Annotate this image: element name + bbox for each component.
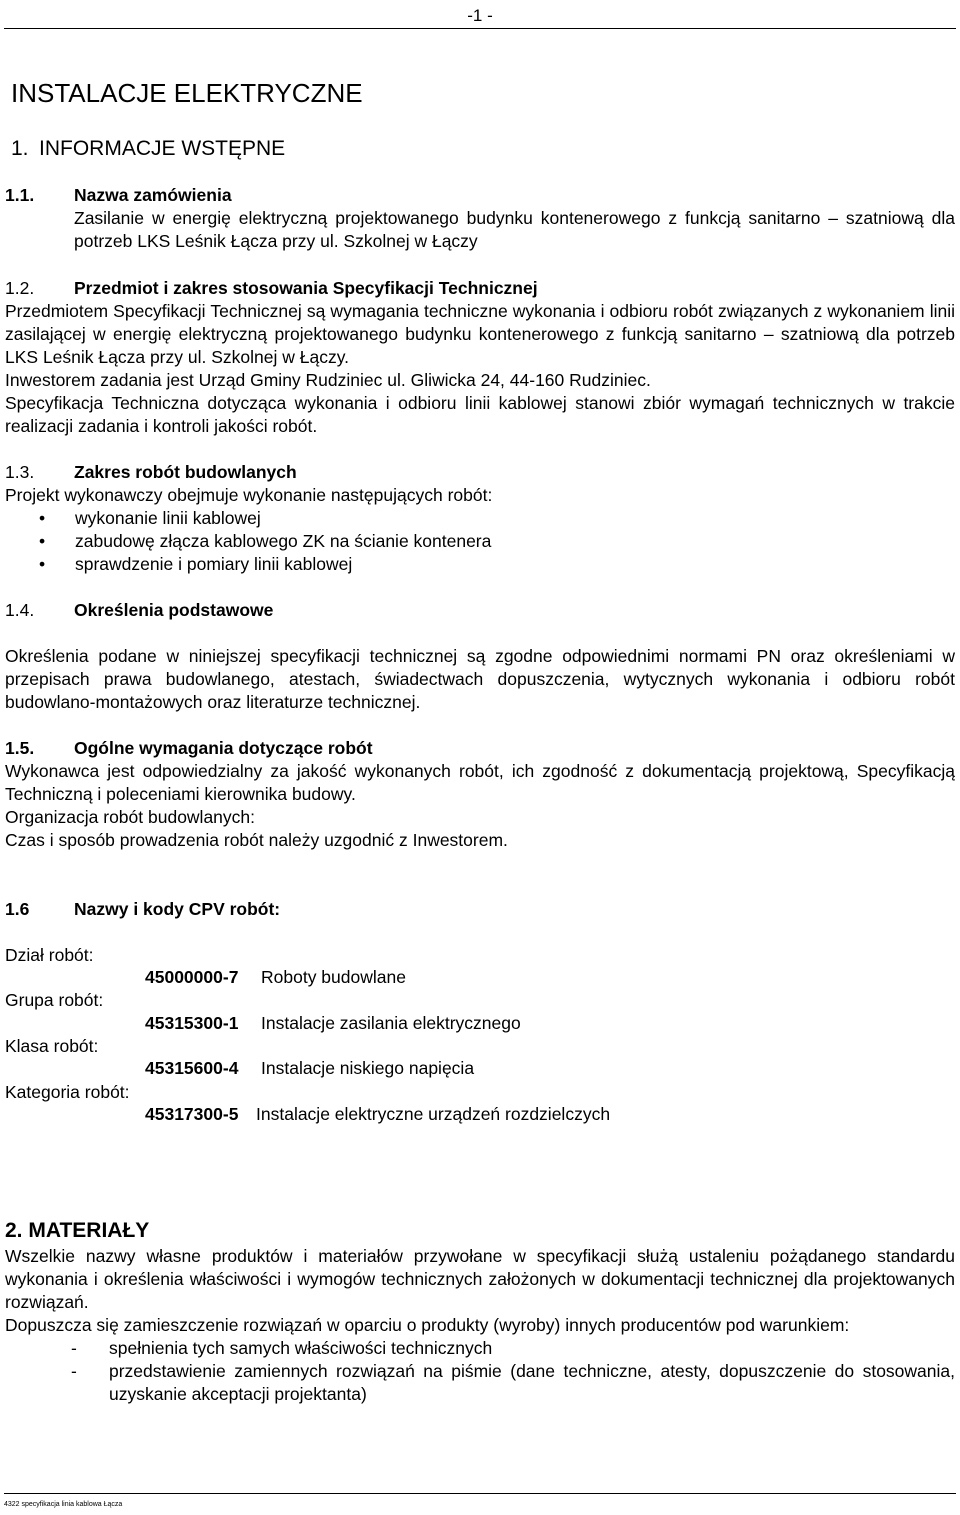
list-item: • sprawdzenie i pomiary linii kablowej: [5, 553, 955, 576]
section-1-5-title: Ogólne wymagania dotyczące robót: [74, 738, 373, 758]
section-1-4-text: Określenia podane w niniejszej specyfikacji technicznej są zgodne odpowiednimi normami PN oraz określeniami w przepisach prawa budowlanego, atestach, świadectwach dopuszczenia, wytycznych wykonania i odbioru robót budowlano-montażowych oraz literaturze technicznej.: [5, 646, 955, 712]
section-1-number: 1.: [11, 137, 29, 160]
section-1-2-scope: Specyfikacja Techniczna dotycząca wykonania i odbioru linii kablowej stanowi zbiór wymagań technicznych w trakcie realizacji zadania i kontroli jakości robót.: [5, 393, 955, 436]
section-2-heading: 2. MATERIAŁY: [5, 1219, 150, 1242]
section-1-3-list: [5, 507, 955, 576]
section-1-6-title: Nazwy i kody CPV robót:: [74, 899, 281, 919]
section-1-1: [5, 184, 955, 253]
section-1-3-title: Zakres robót budowlanych: [74, 462, 297, 482]
section-1-5: [5, 737, 955, 852]
cpv-code: 45317300-5: [145, 1104, 239, 1124]
section-1-6: [5, 898, 955, 921]
section-1-4-heading-block: [5, 599, 955, 622]
section-1-2-number: 1.2.: [5, 278, 35, 298]
section-1-5-organization: Organizacja robót budowlanych:: [5, 807, 256, 827]
section-2: [5, 1245, 955, 1406]
section-1-2-investor: Inwestorem zadania jest Urząd Gminy Rudziniec ul. Gliwicka 24, 44-160 Rudziniec.: [5, 370, 651, 390]
cpv-code: 45315600-4: [145, 1058, 239, 1078]
cpv-name: Instalacje elektryczne urządzeń rozdzielczych: [256, 1104, 611, 1124]
section-1-1-title: Nazwa zamówienia: [74, 185, 232, 205]
cpv-label-division: Dział robót:: [5, 945, 94, 965]
section-1-5-schedule: Czas i sposób prowadzenia robót należy uzgodnić z Inwestorem.: [5, 830, 508, 850]
cpv-row-division: [145, 966, 406, 989]
section-1-6-number: 1.6: [5, 899, 30, 919]
list-item: • wykonanie linii kablowej: [5, 507, 955, 530]
section-1-5-heading: [5, 737, 955, 760]
header-rule: [4, 28, 956, 29]
footer-rule: [4, 1493, 956, 1494]
cpv-row-class: [145, 1057, 474, 1080]
section-1-1-number: 1.1.: [5, 185, 35, 205]
list-item: - przedstawienie zamiennych rozwiązań na piśmie (dane techniczne, atesty, dopuszczenie do stosowania, uzyskanie akceptacji projektanta): [5, 1360, 955, 1406]
section-1-5-paragraph: Wykonawca jest odpowiedzialny za jakość wykonanych robót, ich zgodność z dokumentacją projektową, Specyfikacją Techniczną i poleceniami kierownika budowy.: [5, 761, 955, 804]
cpv-label-class: Klasa robót:: [5, 1036, 99, 1056]
section-1-2-heading: [5, 277, 955, 300]
section-1-3-number: 1.3.: [5, 462, 35, 482]
cpv-label-category: Kategoria robót:: [5, 1082, 130, 1102]
section-1-3-heading: [5, 461, 955, 484]
list-item: • zabudowę złącza kablowego ZK na ścianie kontenera: [5, 530, 955, 553]
section-1-2: [5, 277, 955, 438]
section-1-4-number: 1.4.: [5, 600, 35, 620]
section-2-conditions: Dopuszcza się zamieszczenie rozwiązań w oparciu o produkty (wyroby) innych producentów pod warunkiem:: [5, 1315, 850, 1335]
cpv-row-group: [145, 1012, 521, 1035]
section-1-1-heading: [5, 184, 955, 207]
cpv-row-category: [145, 1103, 610, 1126]
cpv-name: Instalacje zasilania elektrycznego: [261, 1013, 521, 1033]
cpv-label-group: Grupa robót:: [5, 990, 104, 1010]
section-1-title: INFORMACJE WSTĘPNE: [39, 137, 286, 160]
page-number: -1 -: [467, 6, 493, 25]
section-1-heading: [11, 136, 285, 162]
cpv-code: 45315300-1: [145, 1013, 239, 1033]
document-title: INSTALACJE ELEKTRYCZNE: [11, 78, 363, 108]
section-2-paragraph: Wszelkie nazwy własne produktów i materiałów przywołane w specyfikacji służą ustaleniu pożądanego standardu wykonania i określenia właściwości i wymogów technicznych założonych w dokumentacji technicznej dla projektowanych rozwiązań.: [5, 1246, 955, 1312]
list-item: - spełnienia tych samych właściwości technicznych: [5, 1337, 955, 1360]
section-1-4-heading: [5, 599, 955, 622]
section-2-list: [5, 1337, 955, 1406]
section-1-3: [5, 461, 955, 576]
cpv-name: Instalacje niskiego napięcia: [261, 1058, 475, 1078]
footer-text: 4322 specyfikacja linia kablowa Łącza: [4, 1501, 123, 1508]
section-1-4-title: Określenia podstawowe: [74, 600, 274, 620]
section-1-6-heading: [5, 898, 955, 921]
section-1-1-text: Zasilanie w energię elektryczną projektowanego budynku kontenerowego z funkcją sanitarno – szatniową dla potrzeb LKS Leśnik Łącza przy ul. Szkolnej w Łączy: [74, 208, 955, 251]
section-1-4: [5, 645, 955, 714]
section-1-2-title: Przedmiot i zakres stosowania Specyfikacji Technicznej: [74, 278, 538, 298]
section-1-3-intro: Projekt wykonawczy obejmuje wykonanie następujących robót:: [5, 485, 493, 505]
section-1-2-paragraph: Przedmiotem Specyfikacji Technicznej są wymagania techniczne wykonania i odbioru robót związanych z wykonaniem linii zasilającej w energię elektryczną projektowanego budynku kontenerowego z funkcją sanitarno – szatniową dla potrzeb LKS Leśnik Łącza przy ul. Szkolnej w Łączy.: [5, 301, 955, 367]
cpv-name: Roboty budowlane: [261, 967, 406, 987]
section-1-5-number: 1.5.: [5, 738, 35, 758]
cpv-code: 45000000-7: [145, 967, 239, 987]
